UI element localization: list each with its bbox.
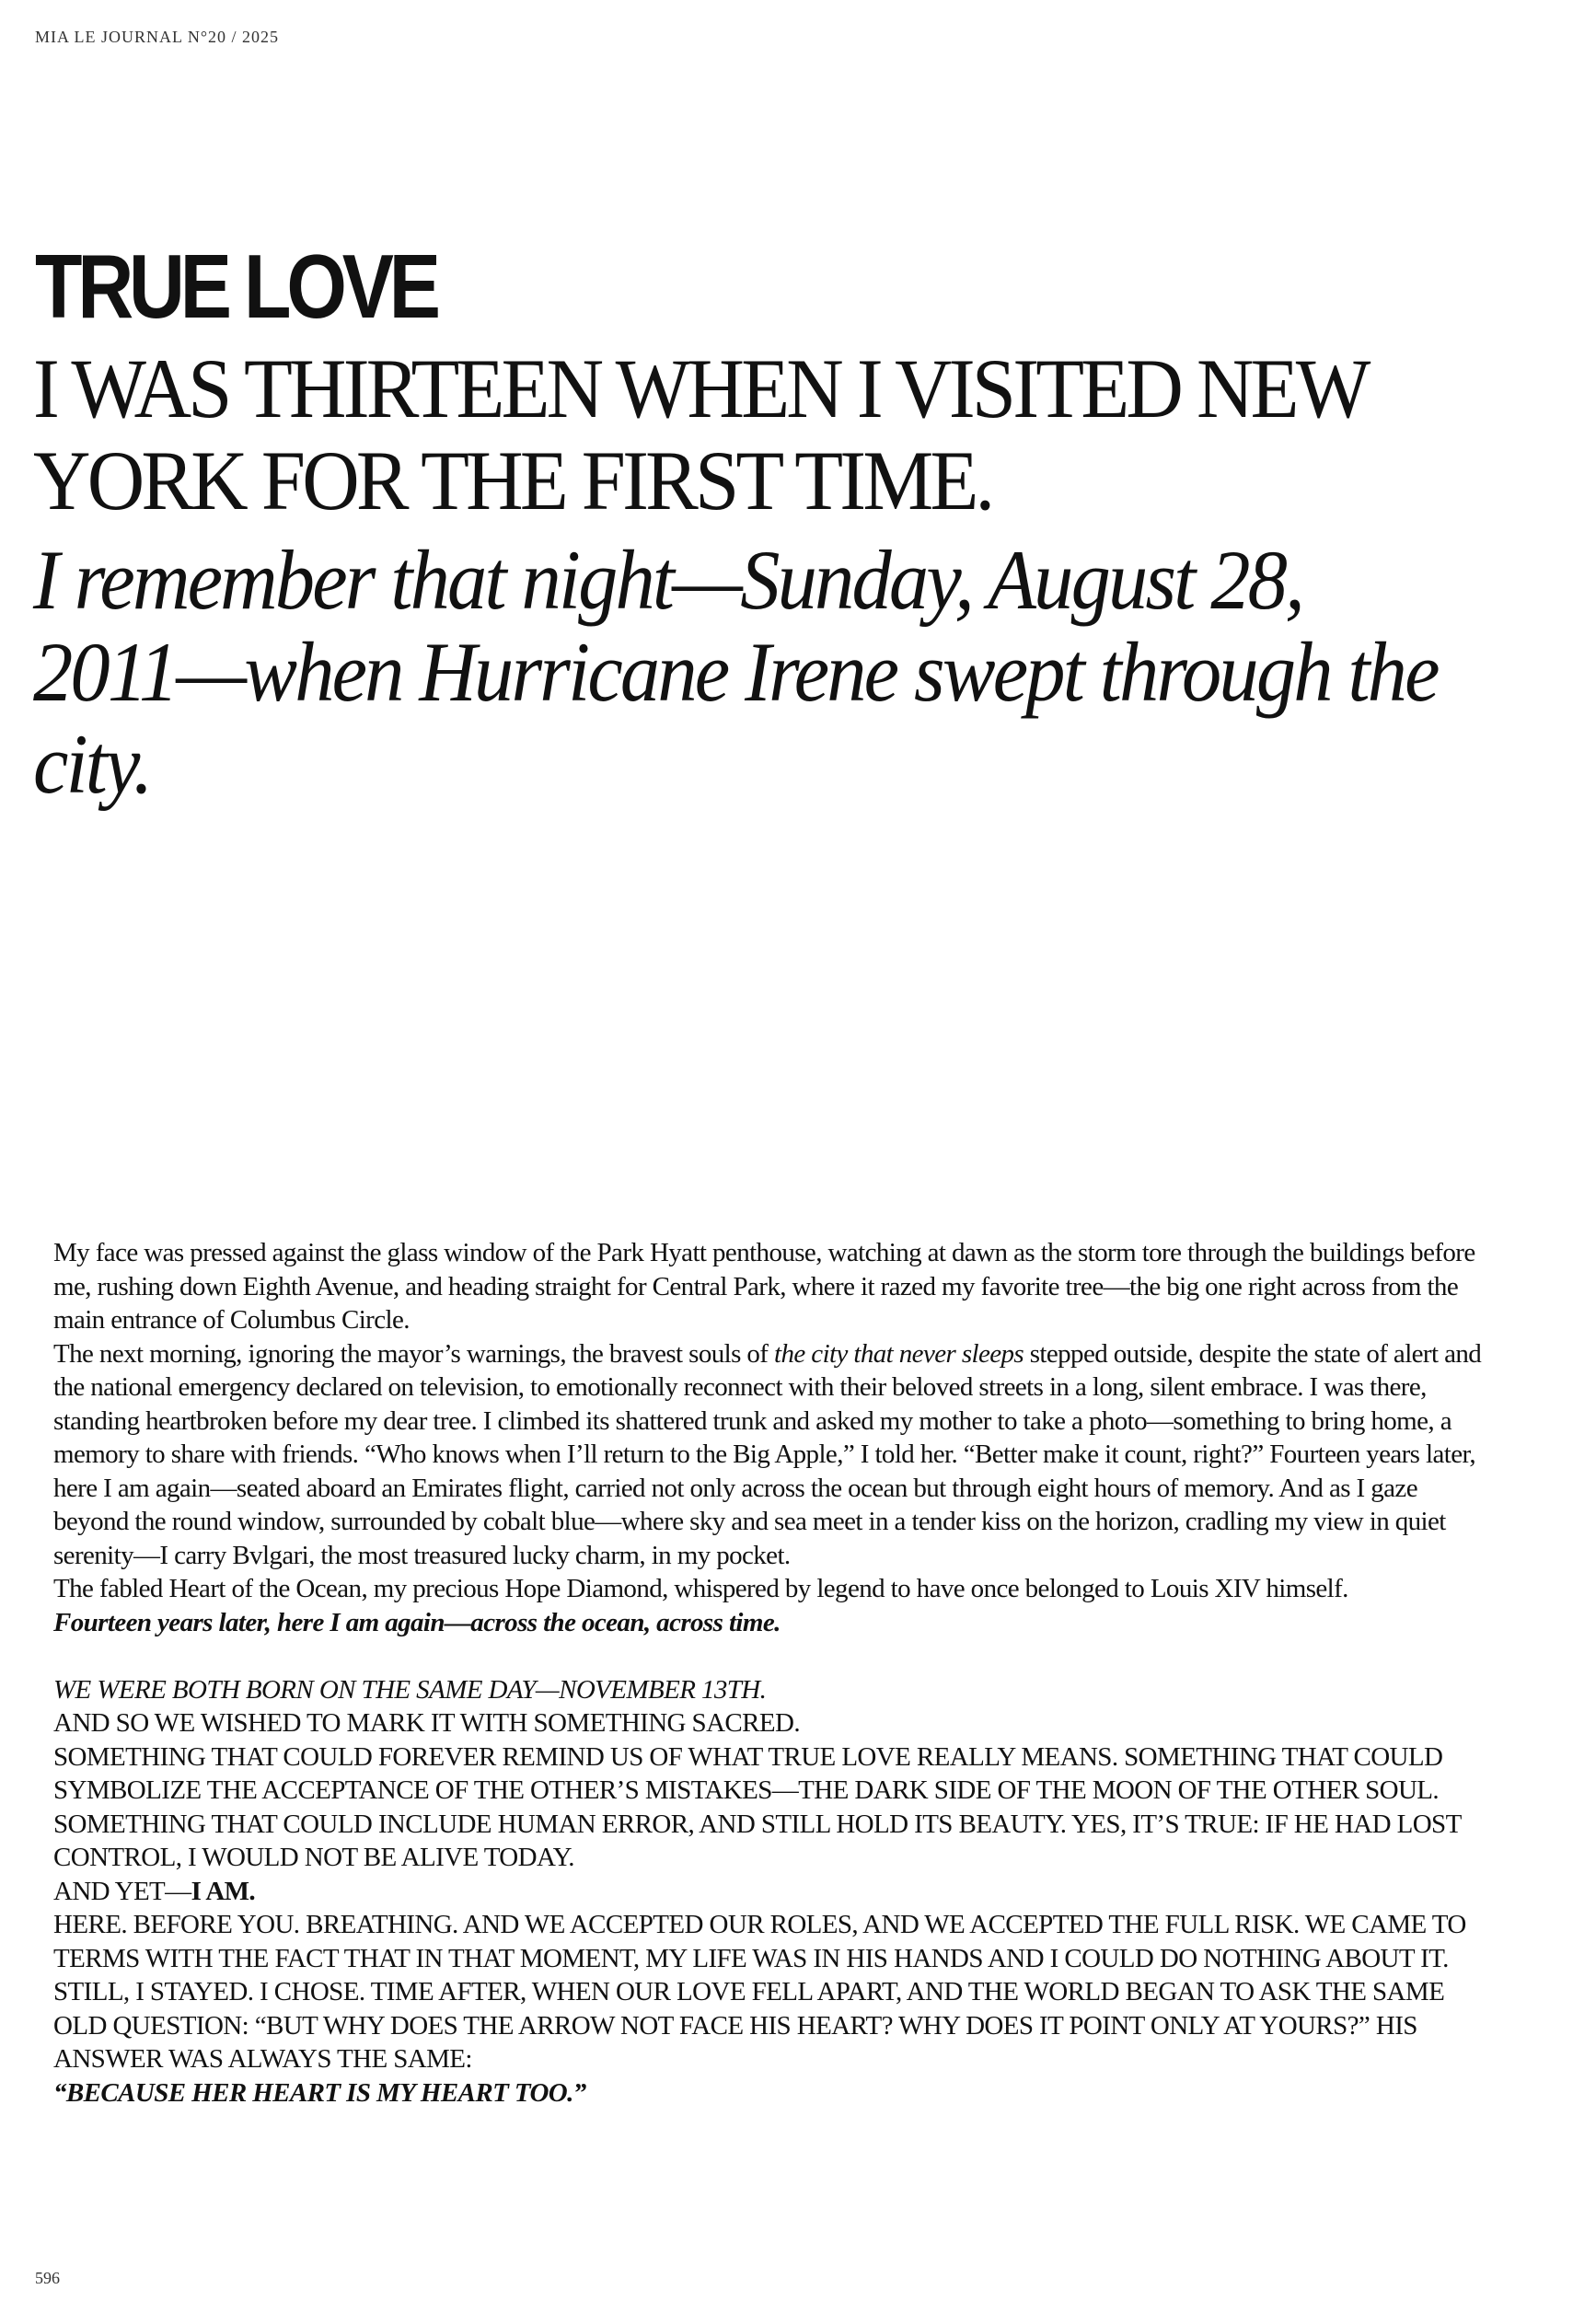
closing-quote: “BECAUSE HER HEART IS MY HEART TOO.” <box>53 2077 586 2108</box>
caps-line-4-bold: I AM. <box>191 1876 256 1906</box>
caps-line-4 <box>53 1875 1489 1909</box>
body-paragraph-2-text-b: stepped outside, despite the state of alert and the national emergency declared on television, to emotionally reconnect with their beloved streets in a long, silent embrace. I was there, standing heartbroken before my dear tree. I climbed its shattered trunk and asked my mother to take a photo—something to bring home, a memory to share with friends. “Who knows when I’ll return to the Big Apple,” I told her. “Better make it count, right?” Fourteen years later, here I am again—seated aboard an Emirates flight, carried not only across the ocean but through eight hours of memory. And as I gaze beyond the round window, surrounded by cobalt blue—where sky and sea meet in a tender kiss on the horizon, cradling my view in quiet serenity—I carry Bvlgari, the most treasured lucky charm, in my pocket. <box>53 1338 1482 1570</box>
caps-line-4-text: AND YET— <box>53 1876 191 1906</box>
deck-subtitle: I remember that night—Sunday, August 28, 2011—when Hurricane Irene swept through the city. <box>33 533 1438 811</box>
body-paragraph-3: The fabled Heart of the Ocean, my precious Hope Diamond, whispered by legend to have once belonged to Louis XIV himself. <box>53 1574 1348 1603</box>
caps-line-2: AND SO WE WISHED TO MARK IT WITH SOMETHING SACRED. <box>53 1708 801 1738</box>
headline: I WAS THIRTEEN WHEN I VISITED NEW YORK FOR THE FIRST TIME. <box>33 341 1367 527</box>
body-paragraph-2 <box>53 1337 1489 1573</box>
caps-paragraph-3: SOMETHING THAT COULD FOREVER REMIND US OF WHAT TRUE LOVE REALLY MEANS. SOMETHING THAT COULD SYMBOLIZE THE ACCEPTANCE OF THE OTHER’S MISTAKES—THE DARK SIDE OF THE MOON OF THE OTHER SOUL. SOMETHING THAT COULD INCLUDE HUMAN ERROR, AND STILL HOLD ITS BEAUTY. YES, IT’S TRUE: IF HE HAD LOST CONTROL, I WOULD NOT BE ALIVE TODAY. <box>53 1741 1462 1872</box>
article-body <box>53 1236 1489 2110</box>
running-head: MIA LE JOURNAL N°20 / 2025 <box>35 28 280 46</box>
body-paragraph-2-text-a: The next morning, ignoring the mayor’s warnings, the bravest souls of <box>53 1338 775 1369</box>
section-kicker: TRUE LOVE <box>35 236 436 337</box>
caps-line-1: WE WERE BOTH BORN ON THE SAME DAY—NOVEMBER 13TH. <box>53 1674 767 1705</box>
page-number: 596 <box>35 2269 60 2287</box>
body-paragraph-1: My face was pressed against the glass window of the Park Hyatt penthouse, watching at dawn as the storm tore through the buildings before me, rushing down Eighth Avenue, and heading straight for Central Park, where it razed my favorite tree—the big one right across from the main entrance of Columbus Circle. <box>53 1238 1475 1335</box>
body-pull-line: Fourteen years later, here I am again—across the ocean, across time. <box>53 1607 781 1637</box>
caps-paragraph-5: HERE. BEFORE YOU. BREATHING. AND WE ACCEPTED OUR ROLES, AND WE ACCEPTED THE FULL RISK. WE CAME TO TERMS WITH THE FACT THAT IN THAT MOMENT, MY LIFE WAS IN HIS HANDS AND I COULD DO NOTHING ABOUT IT. STILL, I STAYED. I CHOSE. TIME AFTER, WHEN OUR LOVE FELL APART, AND THE WORLD BEGAN TO ASK THE SAME OLD QUESTION: “BUT WHY DOES THE ARROW NOT FACE HIS HEART? WHY DOES IT POINT ONLY AT YOURS?” HIS ANSWER WAS ALWAYS THE SAME: <box>53 1910 1466 2074</box>
paragraph-spacer <box>53 1639 1489 1673</box>
body-paragraph-2-italic: the city that never sleeps <box>774 1338 1024 1369</box>
